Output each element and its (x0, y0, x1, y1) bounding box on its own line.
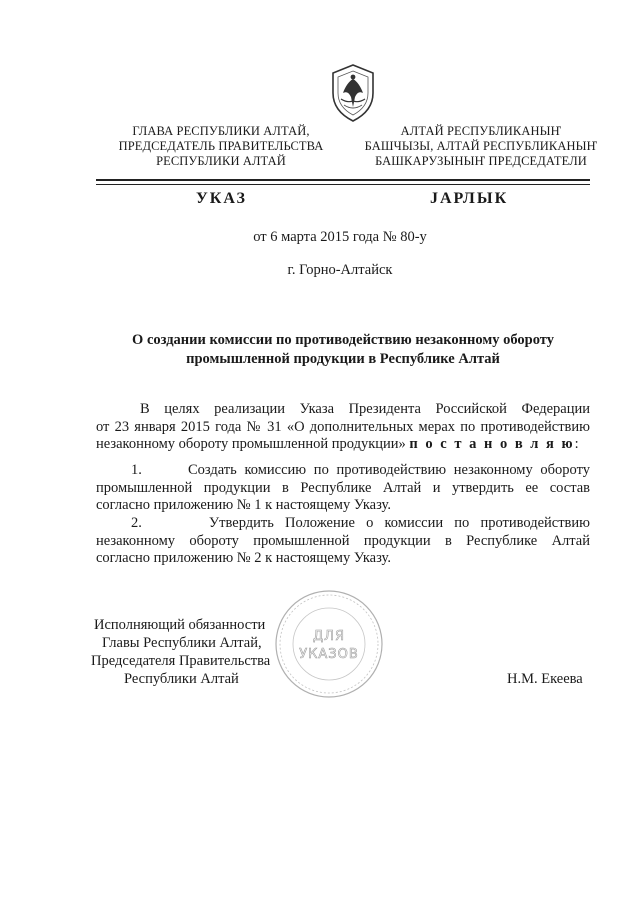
clause-2 (96, 515, 590, 568)
issuer-title-russian (110, 124, 332, 169)
paragraph-line (96, 436, 590, 454)
decree-city: г. Горно-Алтайск (287, 262, 393, 278)
stamp-text: ДЛЯ (313, 629, 345, 644)
paragraph-line: 1. Создать комиссию по противодействию незаконному обороту (131, 462, 590, 478)
doc-type-altai: JАРЛЫК (430, 190, 509, 207)
colon: : (574, 436, 579, 452)
stamp-text: УКАЗОВ (299, 647, 359, 662)
decree-title-line: О создании комиссии по противодействию незаконному обороту (132, 332, 554, 348)
paragraph-line: В целях реализации Указа Президента Российской Федерации (140, 401, 590, 417)
issuer-line: ГЛАВА РЕСПУБЛИКИ АЛТАЙ, (132, 124, 310, 138)
issuer-line: АЛТАЙ РЕСПУБЛИКАНЫҤ (400, 124, 562, 138)
coat-of-arms-icon (327, 63, 379, 123)
decree-word: п о с т а н о в л я ю (409, 436, 575, 452)
issuer-title-altai (358, 124, 604, 169)
issuer-line: РЕСПУБЛИКИ АЛТАЙ (156, 154, 286, 168)
decree-title (96, 331, 590, 369)
official-stamp (273, 588, 385, 700)
paragraph-line: 2. Утвердить Положение о комиссии по противодействию (131, 515, 590, 531)
issuer-line: ПРЕДСЕДАТЕЛЬ ПРАВИТЕЛЬСТВА (118, 139, 324, 153)
paragraph-line: от 23 января 2015 года № 31 «О дополнительных мерах по противодействию (96, 418, 590, 435)
decree-title-line: промышленной продукции в Республике Алтай (186, 351, 500, 367)
doc-type-russian: УКАЗ (196, 190, 247, 207)
paragraph-text: незаконному обороту промышленной продукции» (96, 436, 406, 452)
paragraph-line: промышленной продукции в Республике Алтай и утвердить ее состав (96, 479, 590, 496)
signatory-position: Республики Алтай (124, 671, 239, 687)
header-divider-thick (96, 179, 590, 181)
preamble-paragraph (96, 401, 590, 454)
paragraph-line: согласно приложению № 1 к настоящему Указу. (96, 497, 391, 513)
issuer-line: БАШЧЫЗЫ, АЛТАЙ РЕСПУБЛИКАНЫҤ (364, 139, 598, 153)
clause-1 (96, 462, 590, 515)
signatory-position: Главы Республики Алтай, (102, 635, 262, 651)
paragraph-line: незаконному обороту промышленной продукции в Республике Алтай (96, 532, 590, 549)
signatory-position: Исполняющий обязанности (94, 617, 266, 633)
issuer-line: БАШКАРУЗЫНЫҤ ПРЕДСЕДАТЕЛИ (375, 154, 587, 168)
paragraph-line: согласно приложению № 2 к настоящему Указу. (96, 550, 391, 566)
signatory-name: Н.М. Екеева (507, 671, 583, 687)
header-divider-thin (96, 184, 590, 185)
signatory-position: Председателя Правительства (91, 653, 271, 669)
decree-date-number: от 6 марта 2015 года № 80-у (253, 229, 427, 245)
